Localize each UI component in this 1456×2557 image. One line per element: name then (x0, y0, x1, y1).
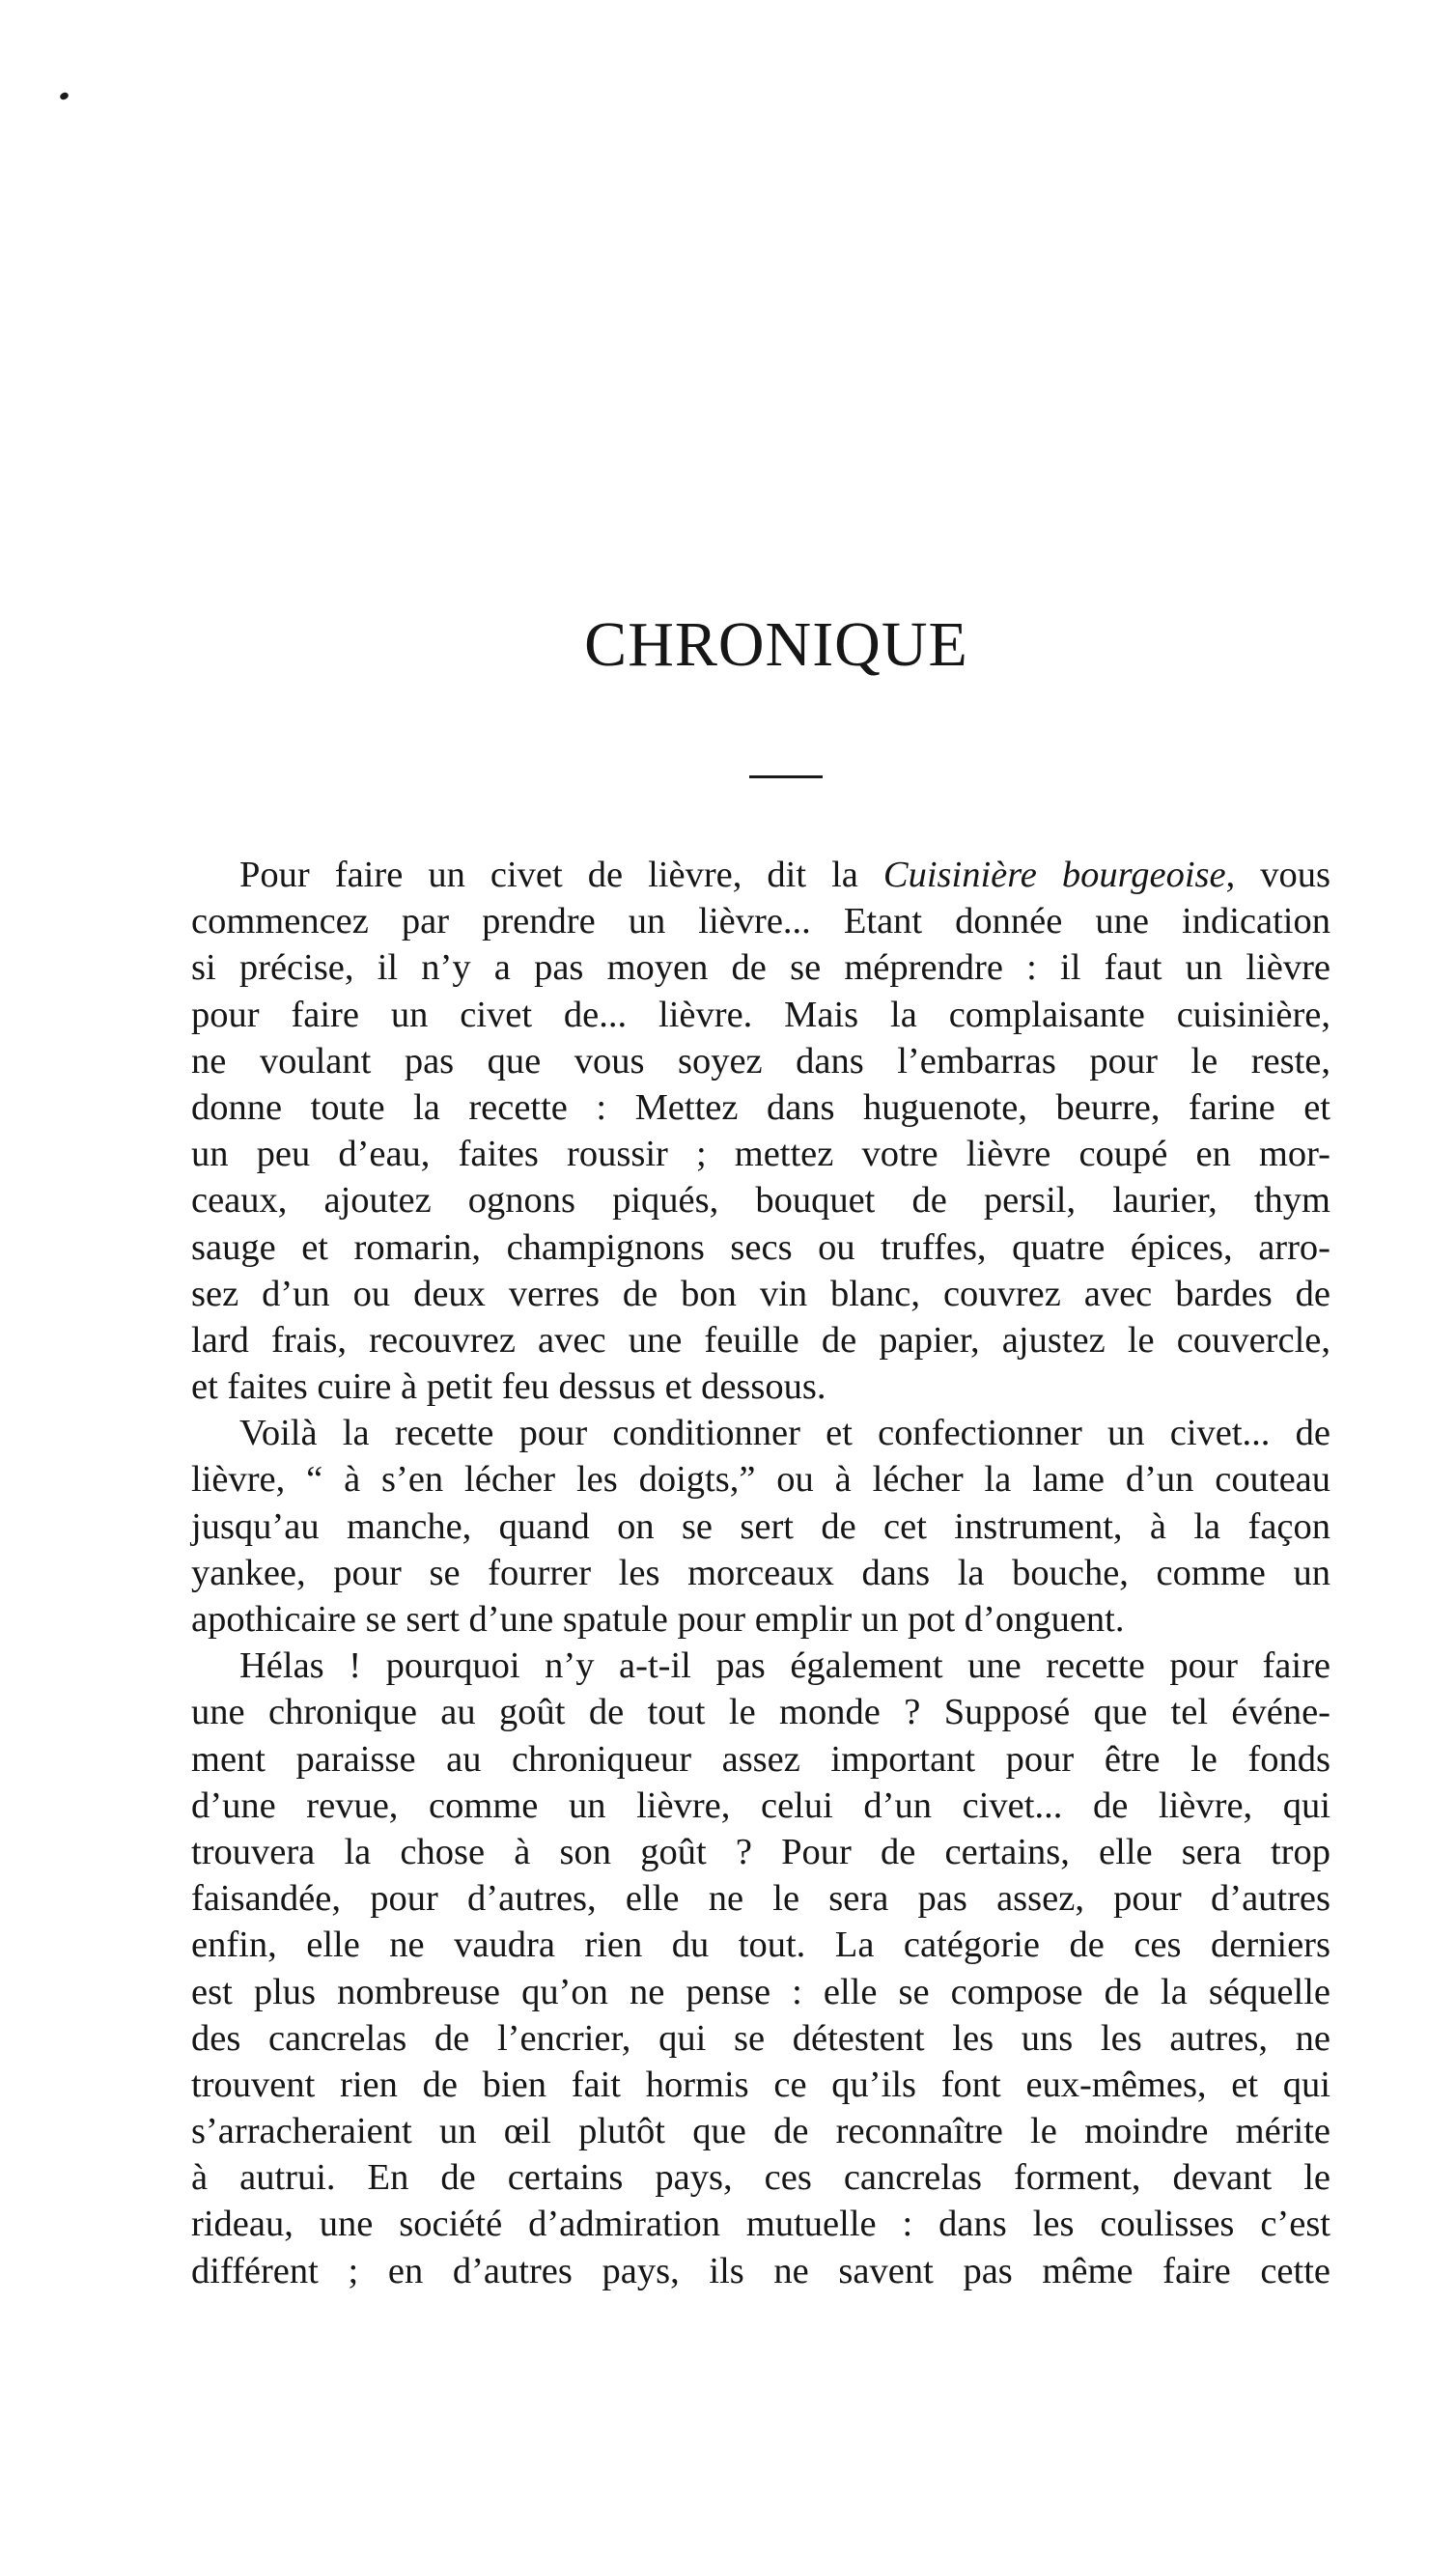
text-line: des cancrelas de l’encrier, qui se détestent les uns les autres, ne (191, 2017, 1330, 2059)
text-line: un peu d’eau, faites roussir ; mettez votre lièvre coupé en mor- (191, 1134, 1330, 1175)
text-line: ne voulant pas que vous soyez dans l’embarras pour le reste, (191, 1040, 1330, 1082)
text-line: jusqu’au manche, quand on se sert de cet instrument, à la façon (191, 1505, 1330, 1547)
text-line: apothicaire se sert d’une spatule pour emplir un pot d’onguent. (191, 1599, 1125, 1640)
text-line: Pour faire un civet de lièvre, dit la Cuisinière bourgeoise, vous (239, 855, 1330, 895)
page-title: CHRONIQUE (584, 609, 968, 680)
text-line: ment paraisse au chroniqueur assez important pour être le fonds (191, 1738, 1330, 1780)
text-line: yankee, pour se fourrer les morceaux dans la bouche, comme un (191, 1552, 1330, 1593)
text-line: lard frais, recouvrez avec une feuille de papier, ajustez le couvercle, (191, 1319, 1330, 1361)
text-line: à autrui. En de certains pays, ces cancrelas forment, devant le (191, 2157, 1330, 2199)
text-line: s’arracheraient un œil plutôt que de reconnaître le moindre mérite (191, 2111, 1330, 2152)
text-line: Hélas ! pourquoi n’y a-t-il pas également une recette pour faire (239, 1645, 1330, 1687)
text-line: sez d’un ou deux verres de bon vin blanc, couvrez avec bardes de (191, 1273, 1330, 1314)
text-line: trouvera la chose à son goût ? Pour de certains, elle sera trop (191, 1831, 1330, 1872)
paragraph-1 (191, 852, 1330, 1410)
ink-speck (59, 91, 70, 100)
text-line: est plus nombreuse qu’on ne pense : elle se compose de la séquelle (191, 1971, 1330, 2012)
text-line: d’une revue, comme un lièvre, celui d’un civet... de lièvre, qui (191, 1784, 1330, 1826)
text-line: faisandée, pour d’autres, elle ne le sera pas assez, pour d’autres (191, 1878, 1330, 1920)
text-line: enfin, elle ne vaudra rien du tout. La catégorie de ces derniers (191, 1925, 1330, 1966)
text-line: ceaux, ajoutez ognons piqués, bouquet de persil, laurier, thym (191, 1180, 1330, 1222)
text-line: sauge et romarin, champignons secs ou truffes, quatre épices, arro- (191, 1226, 1330, 1268)
text-line: une chronique au goût de tout le monde ? Supposé que tel événe- (191, 1692, 1330, 1733)
text-line: donne toute la recette : Mettez dans huguenote, beurre, farine et (191, 1086, 1330, 1128)
text-line: pour faire un civet de... lièvre. Mais la complaisante cuisinière, (191, 994, 1330, 1035)
chronicle-text (191, 852, 1330, 2294)
paragraph-3 (191, 1643, 1330, 2294)
book-title-italic: Cuisinière bourgeoise (882, 855, 1226, 895)
text-line: rideau, une société d’admiration mutuelle : dans les coulisses c’est (191, 2204, 1330, 2245)
text-line: Voilà la recette pour conditionner et confectionner un civet... de (239, 1413, 1330, 1454)
paragraph-2 (191, 1410, 1330, 1643)
text-line: si précise, il n’y a pas moyen de se méprendre : il faut un lièvre (191, 947, 1330, 989)
text-line: commencez par prendre un lièvre... Etant donnée une indication (191, 901, 1330, 942)
text-line: différent ; en d’autres pays, ils ne savent pas même faire cette (191, 2250, 1330, 2291)
text-line: et faites cuire à petit feu dessus et dessous. (191, 1366, 826, 1408)
text-line: trouvent rien de bien fait hormis ce qu’ils font eux-mêmes, et qui (191, 2064, 1330, 2105)
title-rule (749, 775, 823, 778)
text-line: lièvre, “ à s’en lécher les doigts,” ou à lécher la lame d’un couteau (191, 1459, 1330, 1501)
